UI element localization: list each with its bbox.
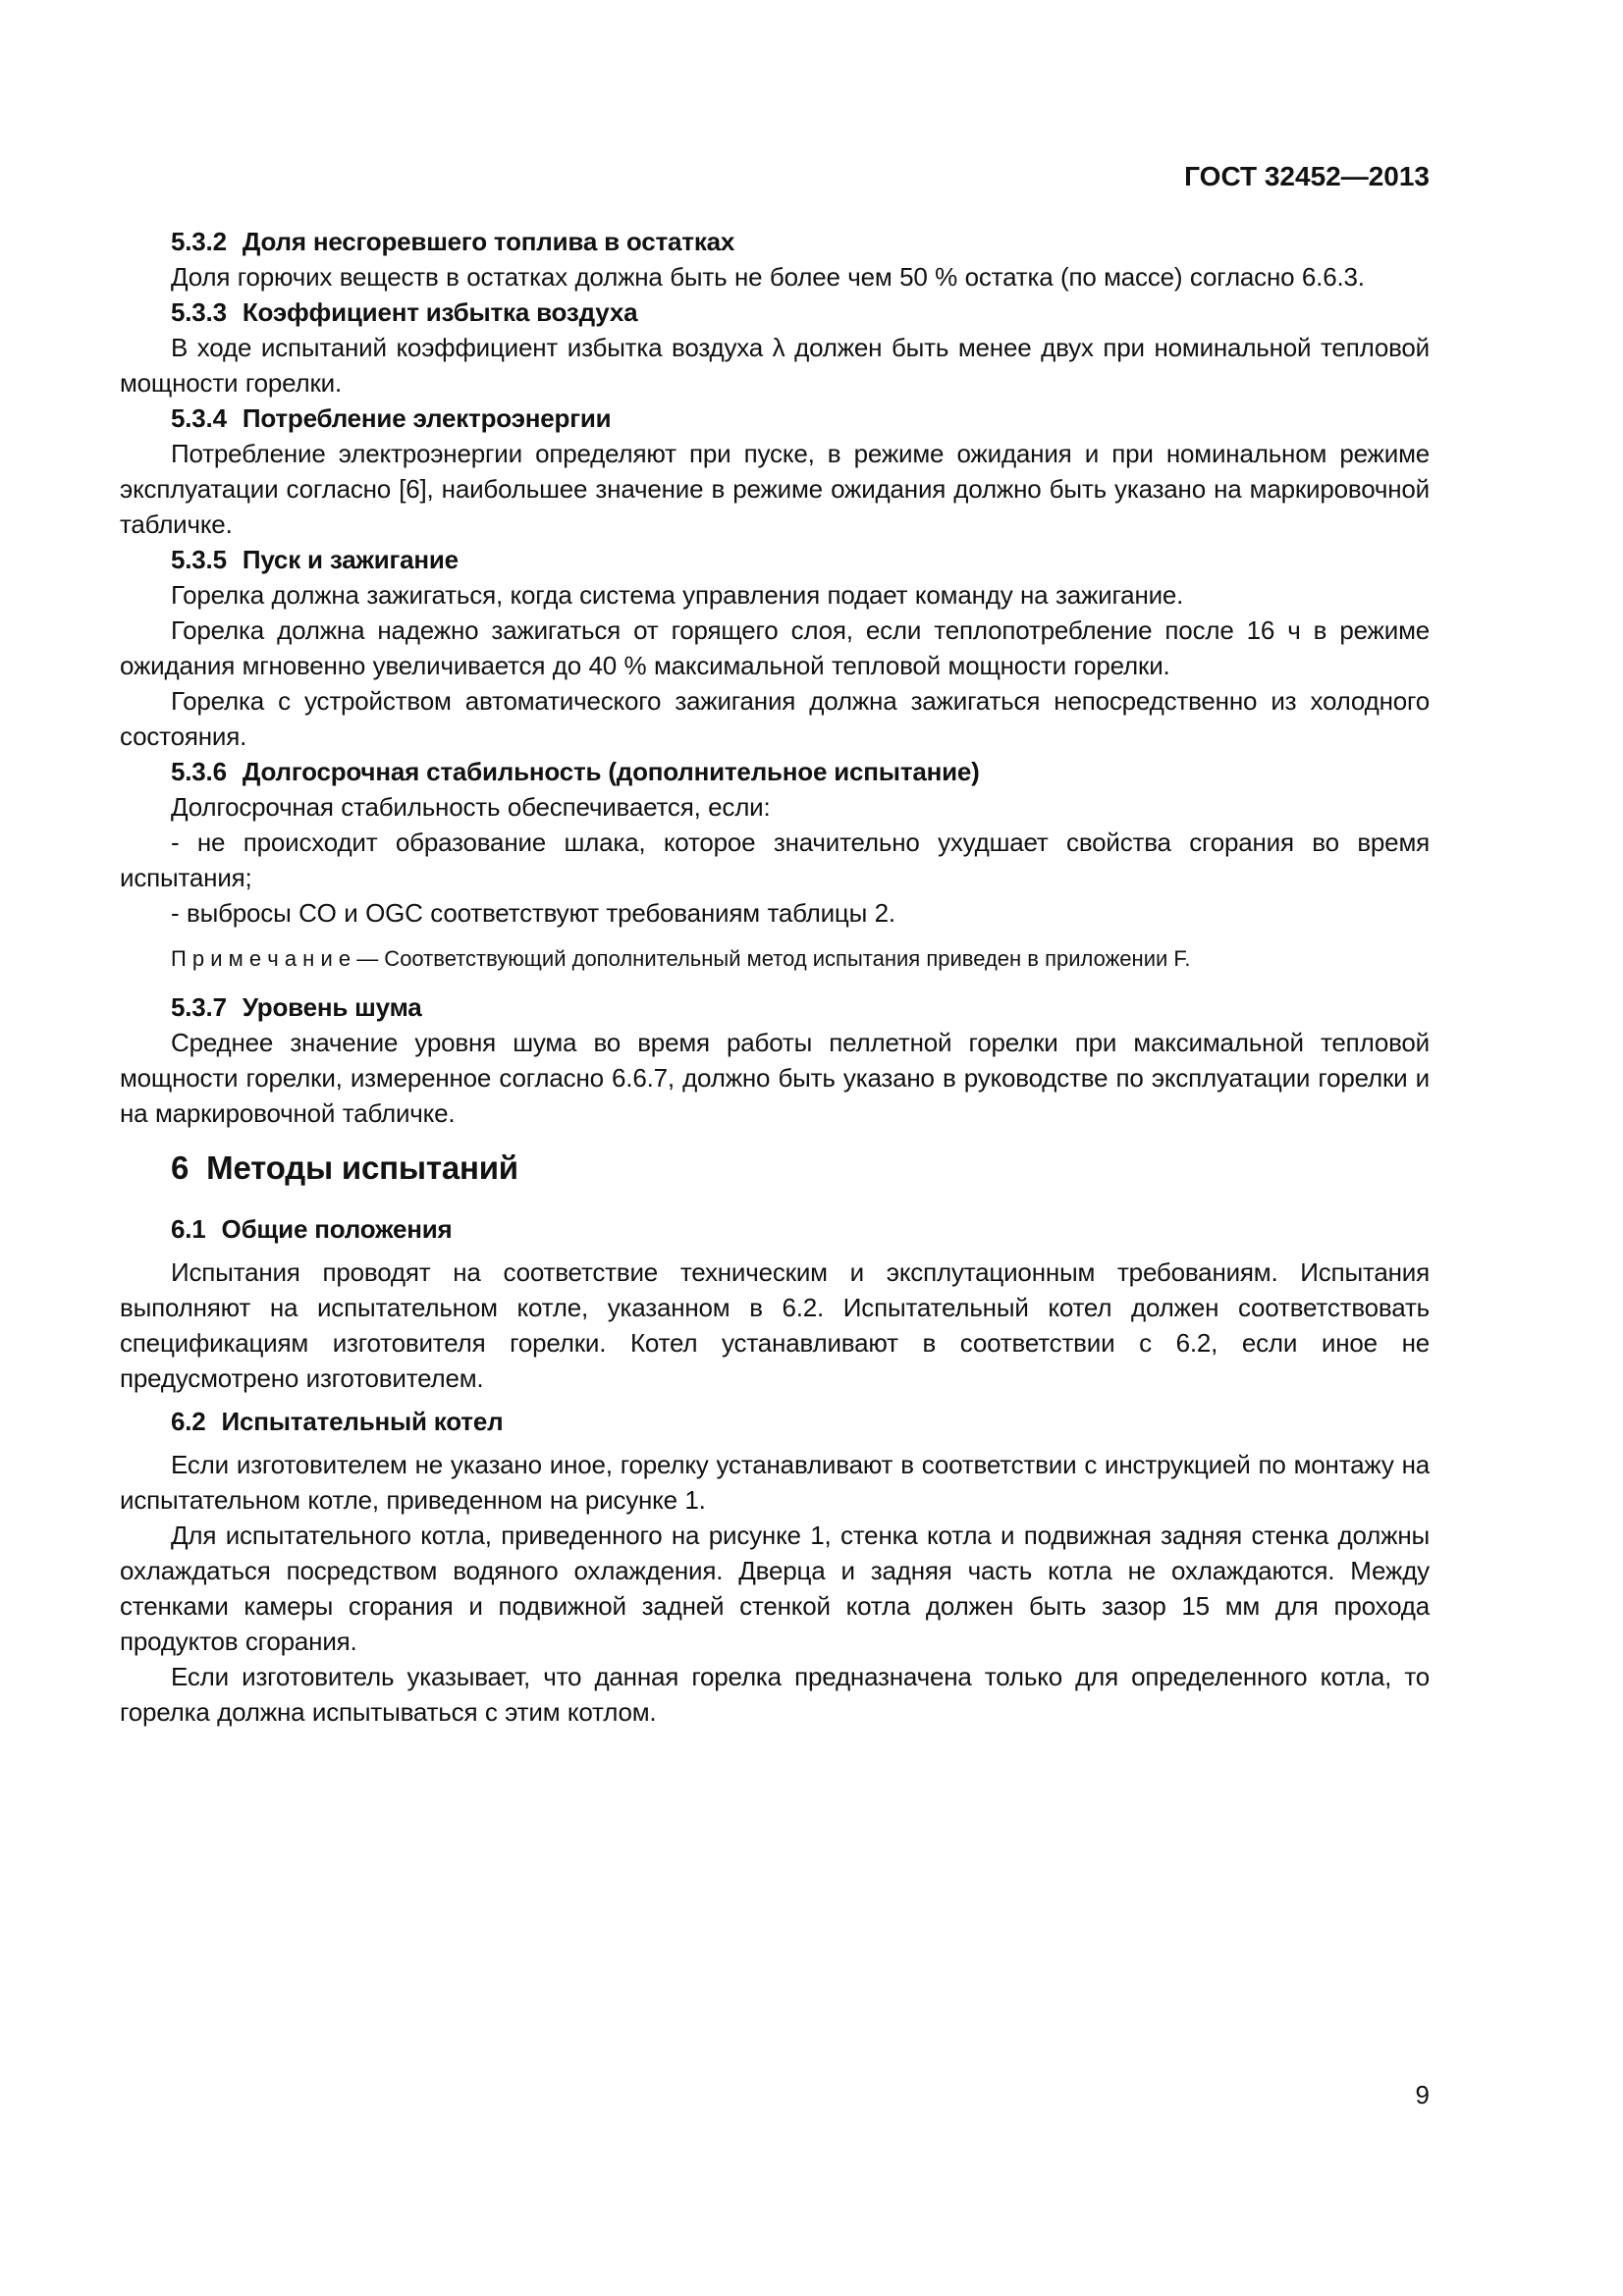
body-paragraph: Горелка должна надежно зажигаться от горящего слоя, если теплопотребление после 16 ч в режиме ожидания мгновенно увеличивается до 40 % максимальной тепловой мощности горелки. bbox=[120, 615, 1430, 680]
clause-heading-5-3-2 bbox=[120, 224, 1430, 259]
clause-title: Общие положения bbox=[221, 1214, 453, 1244]
clause-number: 5.3.6 bbox=[171, 757, 227, 786]
body-paragraph: Горелка должна зажигаться, когда система управления подает команду на зажигание. bbox=[171, 580, 1184, 610]
clause-number: 5.3.3 bbox=[171, 297, 227, 327]
body-paragraph: Если изготовителем не указано иное, горелку устанавливают в соответствии с инструкцией по монтажу на испытательном котле, приведенном на рисунке 1. bbox=[120, 1450, 1430, 1515]
clause-number: 6.2 bbox=[171, 1407, 206, 1436]
page-content bbox=[120, 224, 1430, 1730]
clause-title: Долгосрочная стабильность (дополнительное испытание) bbox=[242, 757, 980, 786]
clause-heading-5-3-6 bbox=[120, 754, 1430, 789]
clause-title: Коэффициент избытка воздуха bbox=[242, 297, 638, 327]
body-paragraph: Среднее значение уровня шума во время работы пеллетной горелки при максимальной тепловой мощности горелки, измеренное согласно 6.6.7, должно быть указано в руководстве по эксплуатации горелки и на маркировочной табличке. bbox=[120, 1028, 1430, 1128]
subclause-heading-6-2 bbox=[120, 1404, 1430, 1439]
clause-title: Пуск и зажигание bbox=[242, 545, 459, 574]
standard-code-header: ГОСТ 32452—2013 bbox=[1184, 161, 1430, 191]
chapter-number: 6 bbox=[171, 1149, 189, 1186]
chapter-heading-6 bbox=[120, 1147, 1430, 1190]
clause-heading-5-3-7 bbox=[120, 989, 1430, 1025]
clause-title: Доля несгоревшего топлива в остатках bbox=[242, 227, 735, 256]
body-paragraph: Для испытательного котла, приведенного на рисунке 1, стенка котла и подвижная задняя стенка должны охлаждаться посредством водяного охлаждения. Дверца и задняя часть котла не охлаждаются. Между стенками камеры сгорания и подвижной задней стенкой котла должен быть зазор 15 мм для прохода продуктов сгорания. bbox=[120, 1521, 1430, 1656]
subclause-heading-6-1 bbox=[120, 1211, 1430, 1247]
clause-heading-5-3-4 bbox=[120, 400, 1430, 436]
clause-heading-5-3-3 bbox=[120, 294, 1430, 330]
page-number: 9 bbox=[1415, 2080, 1430, 2109]
chapter-title: Методы испытаний bbox=[206, 1149, 518, 1186]
clause-title: Уровень шума bbox=[242, 992, 422, 1022]
list-item: - не происходит образование шлака, которое значительно ухудшает свойства сгорания во время испытания; bbox=[120, 828, 1430, 892]
body-paragraph: Горелка с устройством автоматического зажигания должна зажигаться непосредственно из холодного состояния. bbox=[120, 686, 1430, 751]
clause-heading-5-3-5 bbox=[120, 542, 1430, 577]
body-paragraph: Долгосрочная стабильность обеспечивается, если: bbox=[171, 792, 771, 822]
clause-number: 5.3.2 bbox=[171, 227, 227, 256]
clause-number: 6.1 bbox=[171, 1214, 206, 1244]
clause-number: 5.3.4 bbox=[171, 403, 227, 433]
body-paragraph: Доля горючих веществ в остатках должна быть не более чем 50 % остатка (по массе) согласно 6.6.3. bbox=[171, 262, 1365, 292]
body-paragraph: Если изготовитель указывает, что данная горелка предназначена только для определенного котла, то горелка должна испытываться с этим котлом. bbox=[120, 1662, 1430, 1727]
clause-title: Испытательный котел bbox=[221, 1407, 504, 1436]
body-paragraph: Испытания проводят на соответствие техническим и эксплутационным требованиям. Испытания выполняют на испытательном котле, указанном в 6.2. Испытательный котел должен соответствовать спецификациям изготовителя горелки. Котел устанавливают в соответствии с 6.2, если иное не предусмотрено изготовителем. bbox=[120, 1257, 1430, 1393]
note-paragraph: П р и м е ч а н и е — Соответствующий дополнительный метод испытания приведен в приложении F. bbox=[171, 946, 1191, 971]
body-paragraph: В ходе испытаний коэффициент избытка воздуха λ должен быть менее двух при номинальной тепловой мощности горелки. bbox=[120, 333, 1430, 398]
clause-number: 5.3.7 bbox=[171, 992, 227, 1022]
clause-number: 5.3.5 bbox=[171, 545, 227, 574]
clause-title: Потребление электроэнергии bbox=[242, 403, 612, 433]
list-item: - выбросы CO и OGC соответствуют требованиям таблицы 2. bbox=[171, 898, 895, 928]
body-paragraph: Потребление электроэнергии определяют при пуске, в режиме ожидания и при номинальном режиме эксплуатации согласно [6], наибольшее значение в режиме ожидания должно быть указано на маркировочной табличке. bbox=[120, 439, 1430, 539]
